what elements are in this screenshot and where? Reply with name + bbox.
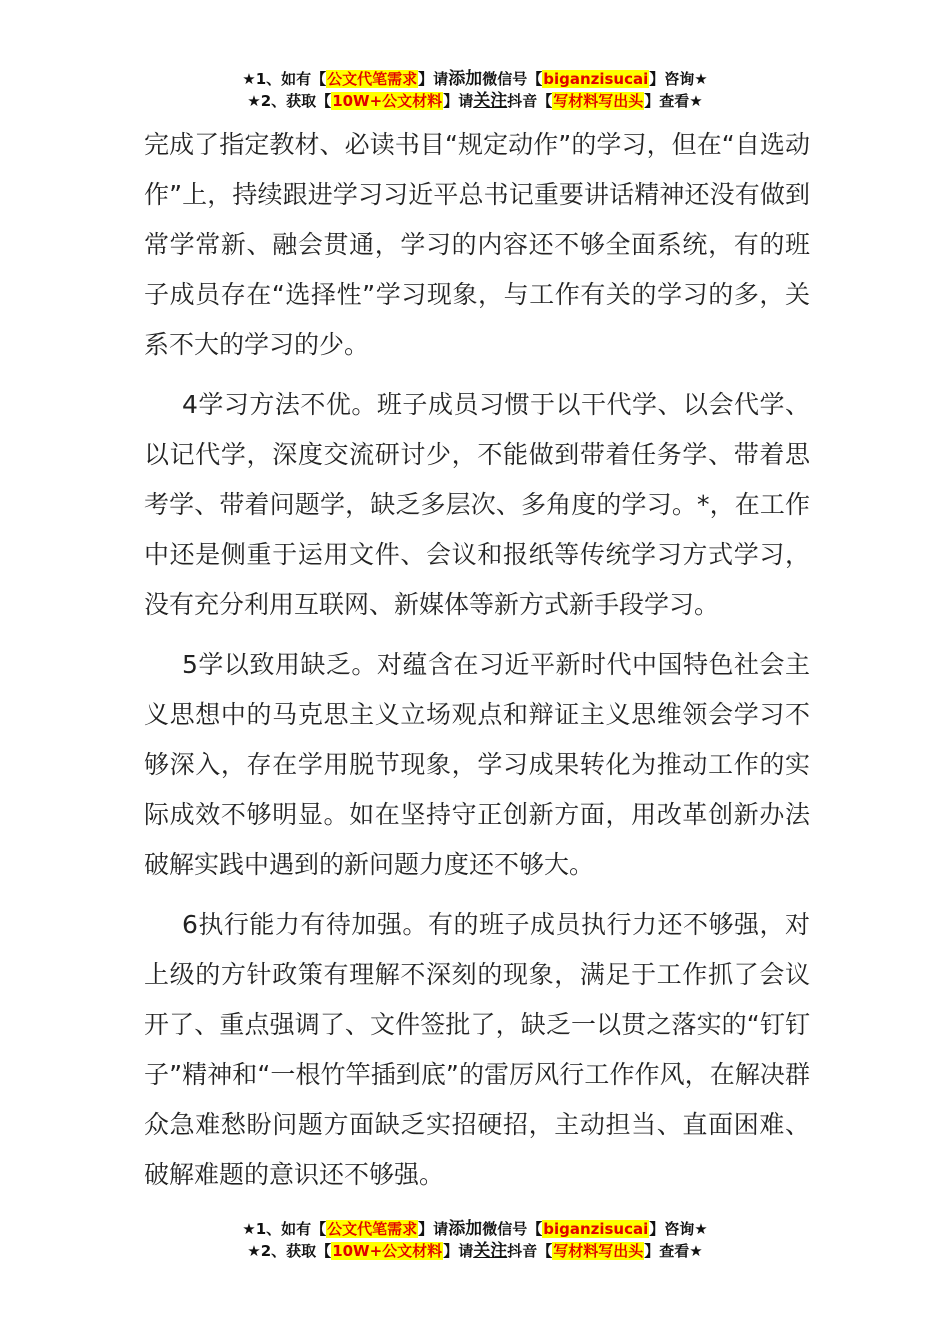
paragraph-execution-ability: 6执行能力有待加强。有的班子成员执行力还不够强，对上级的方针政策有理解不深刻的现象，满足于工作抓了会议开了、重点强调了、文件签批了，缺乏一以贯之落实的“钉钉子”精神和“一根竹竿插到底”的雷厉风行工作作风，在解决群众急难愁盼问题方面缺乏实招硬招，主动担当、直面困难、破解难题的意识还不够强。 [144, 910, 810, 1189]
highlight-text: 10W+公文材料 [332, 1242, 443, 1260]
document-body [144, 120, 810, 1200]
wechat-id: biganzisucai [543, 70, 649, 88]
banner-text: 微信号【 [482, 70, 543, 88]
douyin-account: 写材料写出头 [553, 92, 644, 110]
banner-text: ★2、获取【 [247, 92, 332, 110]
banner-text: 】请 [443, 1242, 474, 1260]
header-banner [0, 68, 950, 112]
highlight-text: 公文代笔需求 [327, 1220, 418, 1238]
banner-text: 】查看★ [644, 1242, 703, 1260]
banner-line-1 [0, 1218, 950, 1240]
banner-text: 】查看★ [644, 92, 703, 110]
banner-text: ★2、获取【 [247, 1242, 332, 1260]
banner-text: 】请 [443, 92, 474, 110]
douyin-account: 写材料写出头 [553, 1242, 644, 1260]
banner-text: 】咨询★ [649, 70, 708, 88]
banner-text: 抖音【 [507, 1242, 553, 1260]
emphasis-text: 关注 [473, 1241, 508, 1261]
banner-text: ★1、如有【 [242, 70, 327, 88]
emphasis-text: 关注 [473, 91, 508, 111]
banner-text: ★1、如有【 [242, 1220, 327, 1238]
banner-text: 微信号【 [482, 1220, 543, 1238]
highlight-text: 公文代笔需求 [327, 70, 418, 88]
banner-line-2 [0, 90, 950, 112]
highlight-text: 10W+公文材料 [332, 92, 443, 110]
paragraph-continued: 完成了指定教材、必读书目“规定动作”的学习，但在“自选动作”上，持续跟进学习习近平总书记重要讲话精神还没有做到常学常新、融会贯通，学习的内容还不够全面系统，有的班子成员存在“选择性”学习现象，与工作有关的学习的多，关系不大的学习的少。 [144, 130, 810, 359]
banner-text: 】请 [418, 1220, 449, 1238]
emphasis-text: 添加 [448, 1219, 483, 1239]
paragraph-learning-method: 4学习方法不优。班子成员习惯于以干代学、以会代学、以记代学，深度交流研讨少，不能做到带着任务学、带着思考学、带着问题学，缺乏多层次、多角度的学习。*，在工作中还是侧重于运用文件、会议和报纸等传统学习方式学习，没有充分利用互联网、新媒体等新方式新手段学习。 [144, 390, 810, 619]
footer-banner [0, 1218, 950, 1262]
wechat-id: biganzisucai [543, 1220, 649, 1238]
banner-text: 】咨询★ [649, 1220, 708, 1238]
banner-line-2 [0, 1240, 950, 1262]
emphasis-text: 添加 [448, 69, 483, 89]
banner-line-1 [0, 68, 950, 90]
banner-text: 抖音【 [507, 92, 553, 110]
banner-text: 】请 [418, 70, 449, 88]
paragraph-applying-learning: 5学以致用缺乏。对蕴含在习近平新时代中国特色社会主义思想中的马克思主义立场观点和辩证主义思维领会学习不够深入，存在学用脱节现象，学习成果转化为推动工作的实际成效不够明显。如在坚持守正创新方面，用改革创新办法破解实践中遇到的新问题力度还不够大。 [144, 650, 810, 879]
